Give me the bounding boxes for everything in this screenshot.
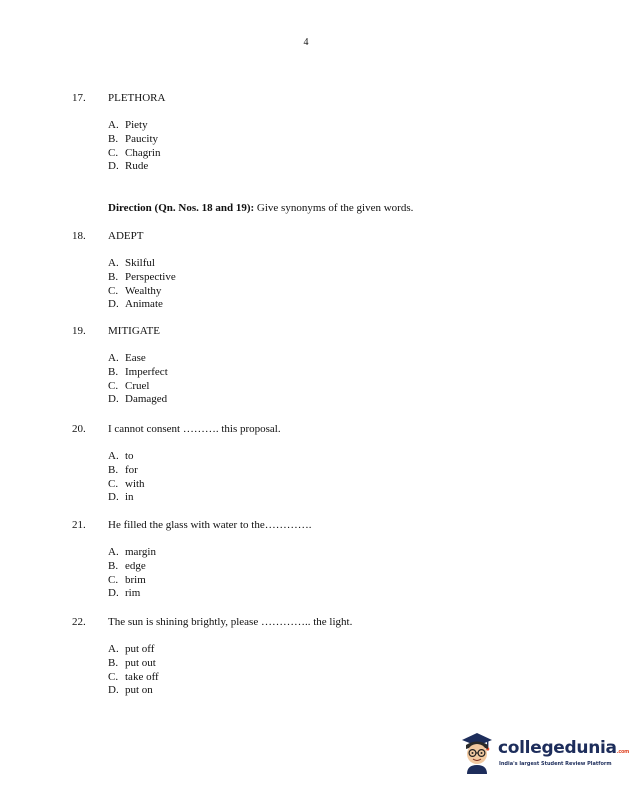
- question-20: [72, 422, 542, 505]
- option-d: D. Rude: [108, 160, 149, 173]
- question-18: [72, 229, 542, 312]
- option-c: C. Wealthy: [108, 284, 162, 297]
- options-list: [108, 352, 542, 407]
- option-c: C. Chagrin: [108, 146, 161, 159]
- collegedunia-logo: [458, 728, 629, 776]
- question-17: [72, 91, 542, 174]
- option-b: B. edge: [108, 559, 146, 572]
- direction-note: [108, 201, 413, 215]
- question-22: [72, 615, 542, 698]
- option-d: D. rim: [108, 587, 141, 600]
- mascot-icon: [458, 728, 496, 774]
- option-c: C. Cruel: [108, 379, 150, 392]
- option-b: B. Imperfect: [108, 365, 168, 378]
- option-a: A. put off: [108, 643, 155, 655]
- question-number: 21.: [72, 519, 86, 531]
- option-b: B. put out: [108, 656, 156, 669]
- option-d: D. in: [108, 491, 134, 504]
- option-b: B. for: [108, 463, 138, 476]
- option-c: C. brim: [108, 573, 146, 586]
- direction-label: Direction (Qn. Nos. 18 and 19):: [108, 202, 255, 214]
- options-list: [108, 546, 542, 601]
- logo-wordmark: collegedunia.com: [498, 738, 629, 758]
- question-19: [72, 324, 542, 407]
- option-c: C. take off: [108, 670, 159, 683]
- option-d: D. put on: [108, 684, 153, 697]
- direction-text: Give synonyms of the given words.: [254, 202, 414, 214]
- option-d: D. Animate: [108, 298, 163, 311]
- question-number: 22.: [72, 616, 86, 628]
- option-b: B. Perspective: [108, 270, 176, 283]
- option-a: A. to: [108, 450, 134, 462]
- option-b: B. Paucity: [108, 132, 158, 145]
- option-c: C. with: [108, 477, 145, 490]
- question-text: ADEPT: [108, 230, 144, 242]
- question-text: I cannot consent ………. this proposal.: [108, 423, 281, 435]
- question-number: 17.: [72, 92, 86, 104]
- question-text: The sun is shining brightly, please ………….. the light.: [108, 616, 353, 628]
- logo-tagline: India's largest Student Review Platform: [499, 761, 612, 767]
- options-list: [108, 643, 542, 698]
- question-text: MITIGATE: [108, 325, 160, 337]
- page-number: 4: [303, 37, 309, 48]
- question-text: He filled the glass with water to the………….: [108, 519, 312, 531]
- question-number: 18.: [72, 230, 86, 242]
- option-a: A. Piety: [108, 119, 148, 131]
- option-a: A. Skilful: [108, 257, 155, 269]
- options-list: [108, 257, 542, 312]
- question-21: [72, 518, 542, 601]
- option-a: A. Ease: [108, 352, 146, 364]
- question-number: 20.: [72, 423, 86, 435]
- option-a: A. margin: [108, 546, 156, 558]
- question-number: 19.: [72, 325, 86, 337]
- question-text: PLETHORA: [108, 92, 166, 104]
- options-list: [108, 450, 542, 505]
- option-d: D. Damaged: [108, 393, 168, 406]
- logo-tld: .com: [616, 749, 629, 755]
- options-list: [108, 119, 542, 174]
